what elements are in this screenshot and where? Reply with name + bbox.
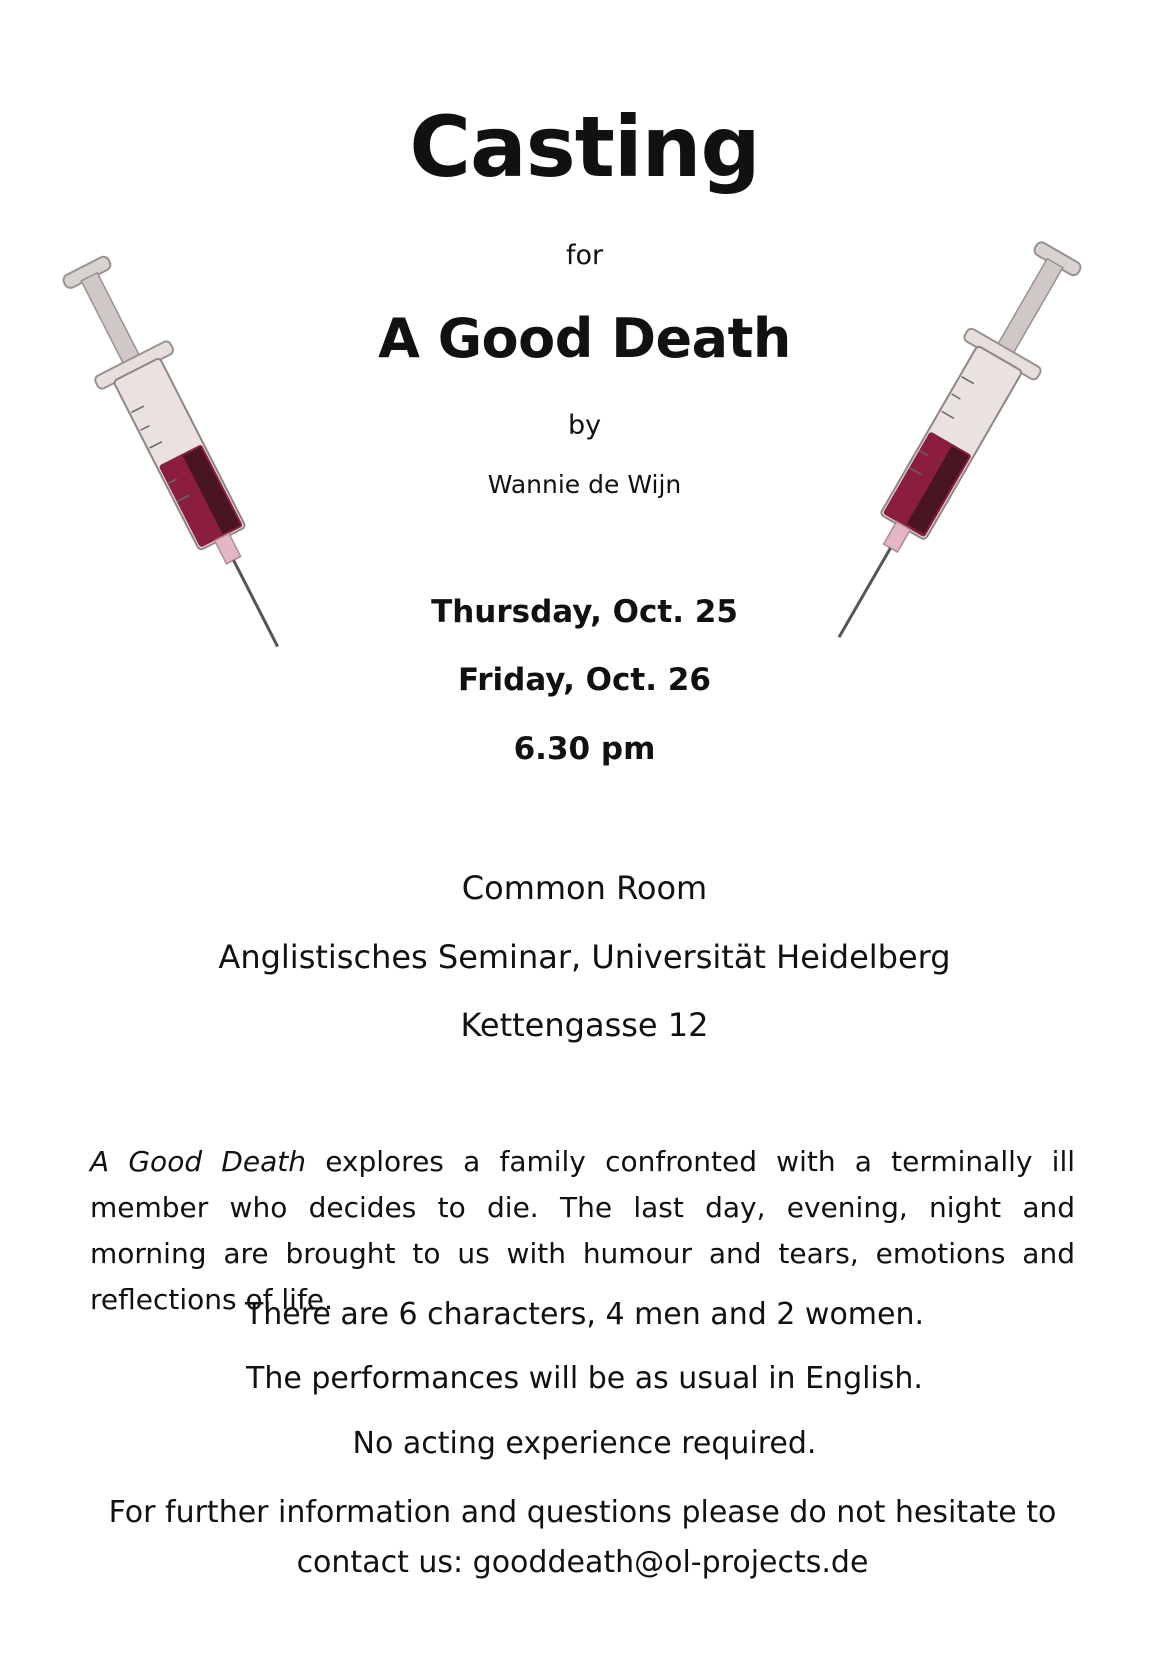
- contact-line-1: For further information and questions please do not hesitate to: [108, 1495, 1057, 1530]
- time: 6.30 pm: [513, 731, 656, 767]
- date-friday: Friday, Oct. 26: [458, 662, 711, 698]
- info-language: The performances will be as usual in English.: [246, 1361, 923, 1396]
- description-text: explores a family confronted with a terminally ill member who decides to die. The last day, evening, night and morning are brought to us with humour and tears, emotions and reflections of life.: [90, 1145, 1076, 1316]
- play-title: A Good Death: [378, 307, 791, 370]
- date-thursday: Thursday, Oct. 25: [431, 594, 738, 630]
- author-name: Wannie de Wijn: [487, 470, 682, 499]
- contact-info: [90, 1488, 1075, 1588]
- play-description: [90, 1139, 1075, 1323]
- info-experience: No acting experience required.: [352, 1426, 817, 1461]
- venue-institution: Anglistisches Seminar, Universität Heidelberg: [218, 938, 951, 976]
- description-play-title: A Good Death: [90, 1145, 306, 1178]
- venue-address: Kettengasse 12: [460, 1006, 709, 1044]
- info-characters: There are 6 characters, 4 men and 2 women.: [244, 1297, 925, 1332]
- by-label: by: [567, 410, 602, 441]
- venue-room: Common Room: [461, 869, 708, 907]
- poster-title: Casting: [409, 98, 760, 196]
- contact-line-2: contact us: gooddeath@ol-projects.de: [296, 1545, 869, 1580]
- for-label: for: [565, 240, 604, 271]
